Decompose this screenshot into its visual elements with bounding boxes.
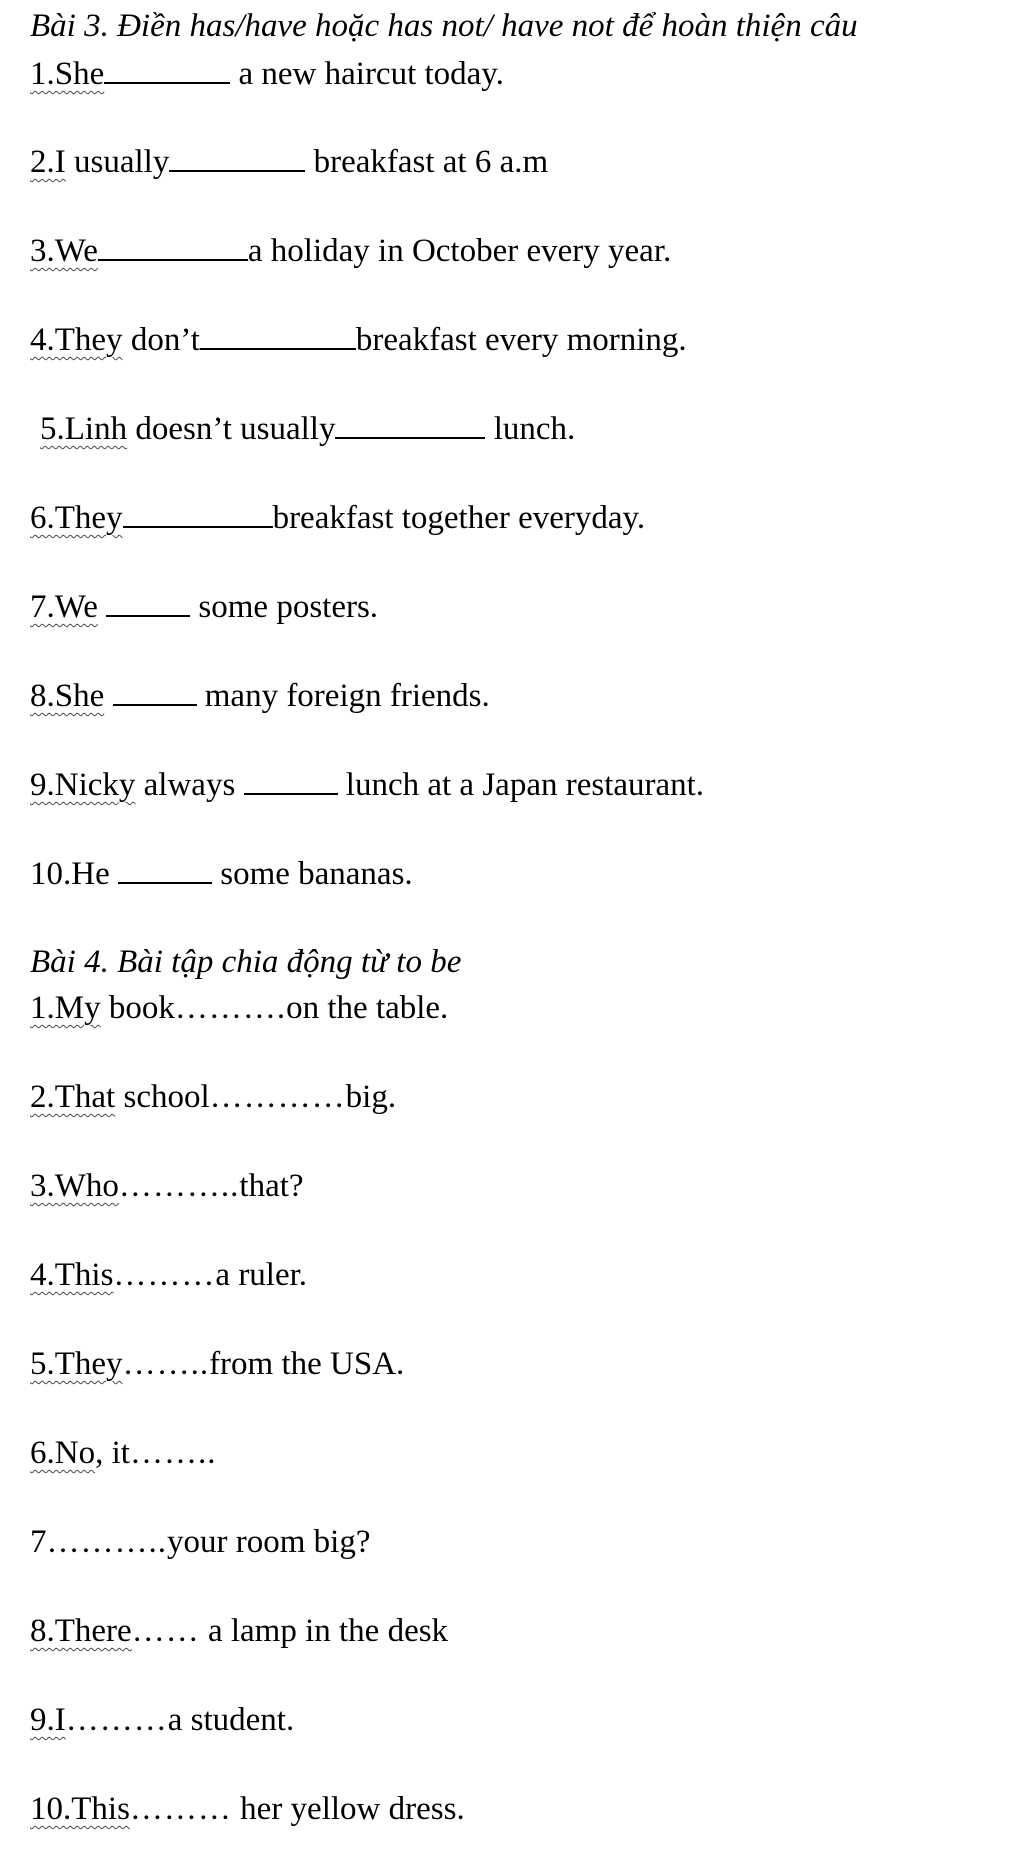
item-text-after: breakfast at 6 a.m — [305, 144, 549, 180]
item-text-before — [110, 856, 118, 892]
item-number: 6.No — [30, 1435, 96, 1471]
item-number: 9.Nicky — [30, 767, 136, 803]
item-number: 6.They — [30, 500, 123, 536]
item-number: 2.I — [30, 144, 66, 180]
answer-blank — [169, 142, 305, 172]
exercise-3-heading: Bài 3. Điền has/have hoặc has not/ have not để hoàn thiện câu — [30, 8, 858, 44]
item-number: 3.We — [30, 233, 98, 269]
item-text-before: usually — [65, 144, 170, 180]
item-text-after: a new haircut today. — [230, 56, 504, 92]
item-number: 8.She — [30, 678, 105, 714]
item-number: 5.Linh — [40, 411, 128, 447]
item-number: 7 — [30, 1524, 47, 1560]
exercise-4-item-8 — [30, 1611, 448, 1651]
exercise-3-item-4 — [30, 320, 687, 360]
exercise-4-item-4 — [30, 1255, 307, 1295]
item-number: 2.That — [30, 1079, 116, 1115]
answer-dots: ……… — [129, 1791, 232, 1827]
exercise-3-item-5 — [40, 409, 575, 449]
item-text-after: on the table. — [286, 990, 449, 1026]
item-number: 4.This — [30, 1257, 114, 1293]
answer-dots: …… — [131, 1613, 200, 1649]
item-text-after: breakfast together everyday. — [272, 500, 646, 536]
item-number: 4.They — [30, 322, 123, 358]
answer-blank — [335, 409, 485, 439]
answer-blank — [244, 765, 338, 795]
exercise-4-item-1 — [30, 988, 448, 1028]
exercise-4-item-10 — [30, 1789, 465, 1829]
item-text-before: book — [100, 990, 175, 1026]
item-number: 3.Who — [30, 1168, 119, 1204]
exercise-4-item-9 — [30, 1700, 294, 1740]
answer-dots: ……… — [65, 1702, 168, 1738]
exercise-4-heading: Bài 4. Bài tập chia động từ to be — [30, 944, 462, 980]
item-text-before: school — [115, 1079, 210, 1115]
item-number: 1.She — [30, 56, 105, 92]
answer-blank — [106, 587, 190, 617]
answer-dots: ……….. — [46, 1524, 167, 1560]
exercise-3-item-7 — [30, 587, 378, 627]
item-text-after: a lamp in the desk — [199, 1613, 449, 1649]
item-number: 9.I — [30, 1702, 66, 1738]
item-text-after: many foreign friends. — [196, 678, 490, 714]
answer-dots: ……… — [113, 1257, 216, 1293]
item-number: 5.They — [30, 1346, 123, 1382]
item-text-before: always — [135, 767, 244, 803]
exercise-4-item-5 — [30, 1344, 404, 1384]
answer-blank — [113, 676, 197, 706]
exercise-4-item-6 — [30, 1433, 216, 1473]
exercise-3-item-10 — [30, 854, 413, 894]
exercise-3-item-2 — [30, 142, 548, 182]
item-text-before — [98, 589, 106, 625]
item-number: 8.There — [30, 1613, 132, 1649]
item-text-after: from the USA. — [209, 1346, 405, 1382]
item-text-after: her yellow dress. — [231, 1791, 465, 1827]
answer-blank — [118, 854, 212, 884]
item-text-after: breakfast every morning. — [355, 322, 687, 358]
exercise-4-item-3 — [30, 1166, 304, 1206]
item-text-after: your room big? — [167, 1524, 371, 1560]
item-text-before: don’t — [122, 322, 200, 358]
item-text-after: a holiday in October every year. — [247, 233, 672, 269]
exercise-3-item-9 — [30, 765, 704, 805]
item-text-after: that? — [239, 1168, 304, 1204]
answer-dots: ………. — [174, 990, 287, 1026]
item-number: 10.This — [30, 1791, 130, 1827]
item-text-before: doesn’t usually — [127, 411, 336, 447]
answer-blank — [200, 320, 356, 350]
item-number: 7.We — [30, 589, 98, 625]
item-text-after: a student. — [167, 1702, 295, 1738]
exercise-4-item-7 — [30, 1522, 370, 1562]
answer-blank — [123, 498, 273, 528]
exercise-3-item-1 — [30, 54, 504, 94]
item-text-after: lunch at a Japan restaurant. — [337, 767, 705, 803]
item-text-after: big. — [345, 1079, 397, 1115]
answer-dots: ……….. — [118, 1168, 240, 1204]
answer-blank — [104, 54, 230, 84]
answer-blank — [98, 231, 248, 261]
answer-dots: …….. — [122, 1346, 210, 1382]
item-text-before: , it — [95, 1435, 130, 1471]
item-text-after: lunch. — [485, 411, 576, 447]
item-text-after: some posters. — [190, 589, 379, 625]
exercise-3-item-8 — [30, 676, 490, 716]
exercise-4-item-2 — [30, 1077, 396, 1117]
item-text-before — [104, 678, 112, 714]
item-text-after: a ruler. — [215, 1257, 308, 1293]
answer-dots: …….. — [129, 1435, 217, 1471]
item-text-after: some bananas. — [211, 856, 413, 892]
exercise-3-item-6 — [30, 498, 645, 538]
exercise-3-item-3 — [30, 231, 671, 271]
answer-dots: ………… — [209, 1079, 346, 1115]
item-number: 10.He — [30, 856, 110, 892]
item-number: 1.My — [30, 990, 101, 1026]
